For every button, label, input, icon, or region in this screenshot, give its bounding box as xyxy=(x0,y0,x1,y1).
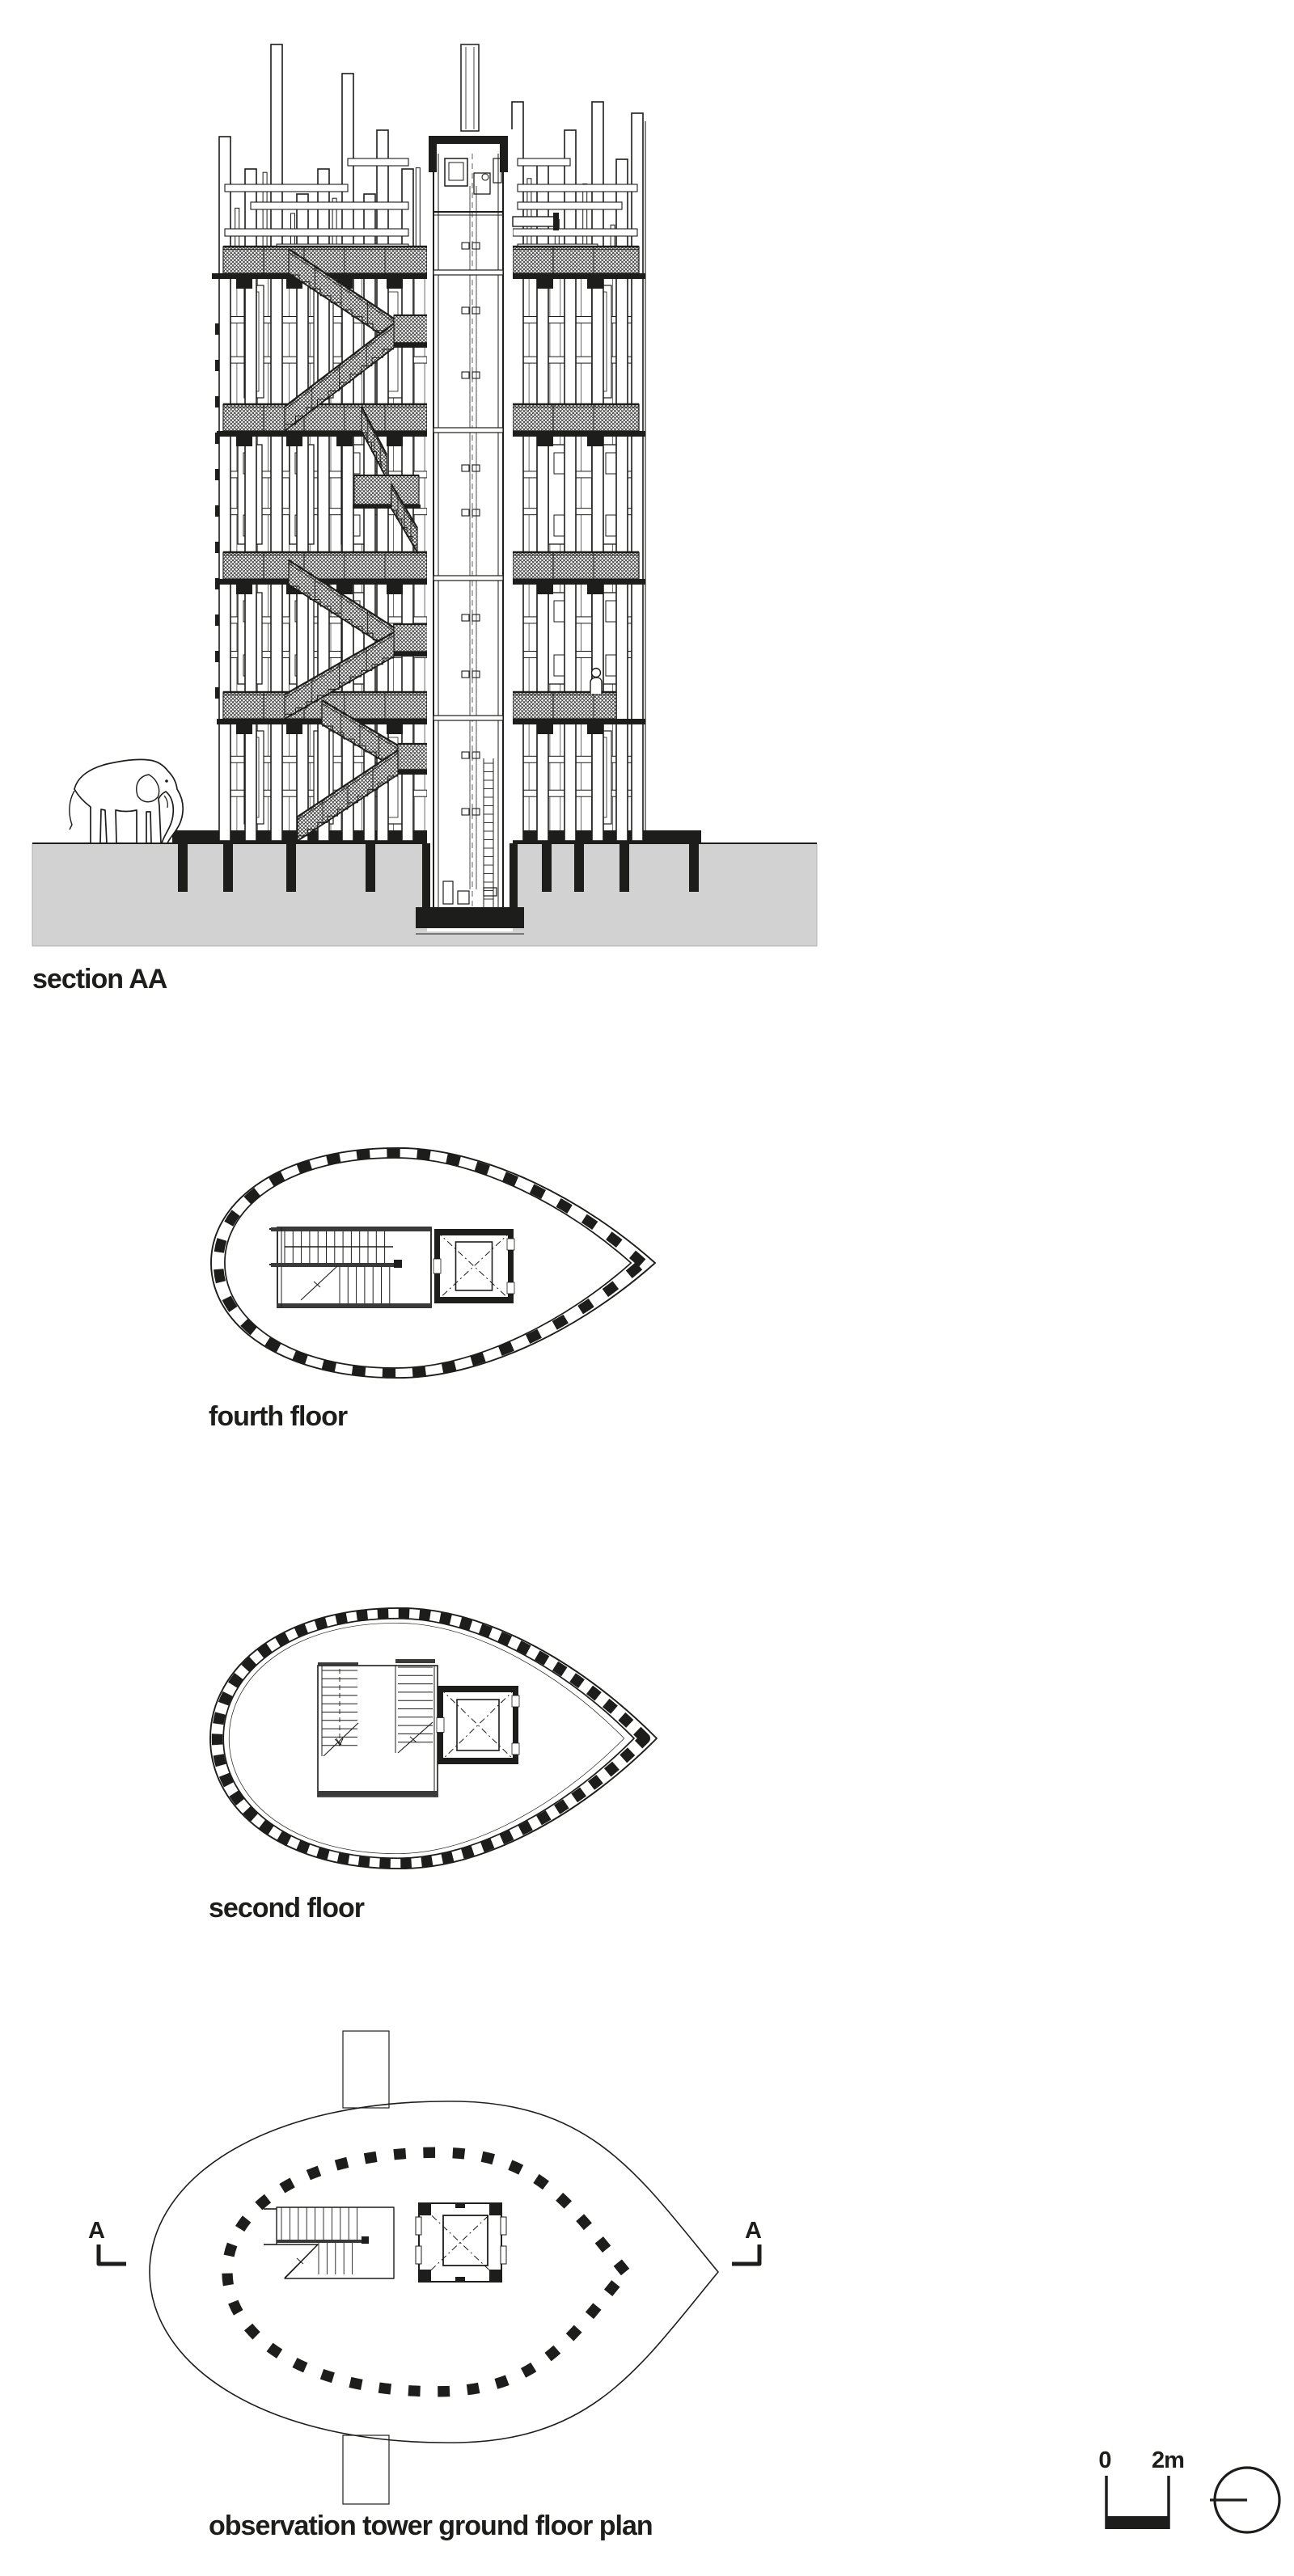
north-indicator xyxy=(1210,2468,1279,2532)
elephant-figure xyxy=(70,759,183,843)
scale-2m-label: 2m xyxy=(1152,2447,1184,2473)
cut-marker-a-right: A xyxy=(745,2218,761,2244)
cut-marker-a-left: A xyxy=(88,2218,104,2244)
ground-floor-title: observation tower ground floor plan xyxy=(209,2511,653,2541)
ground-floor-plan xyxy=(99,2031,759,2504)
elevator-core xyxy=(416,2203,506,2282)
second-floor-plan xyxy=(210,1608,657,1869)
fourth-floor-title: fourth floor xyxy=(209,1401,348,1432)
legend-symbols xyxy=(1106,2468,1279,2532)
scale-zero-label: 0 xyxy=(1098,2447,1111,2473)
person-figure xyxy=(590,669,602,695)
fourth-floor-plan xyxy=(211,1148,655,1378)
second-floor-title: second floor xyxy=(209,1893,365,1924)
section-title: section AA xyxy=(32,964,167,995)
scale-bar xyxy=(1106,2476,1169,2529)
